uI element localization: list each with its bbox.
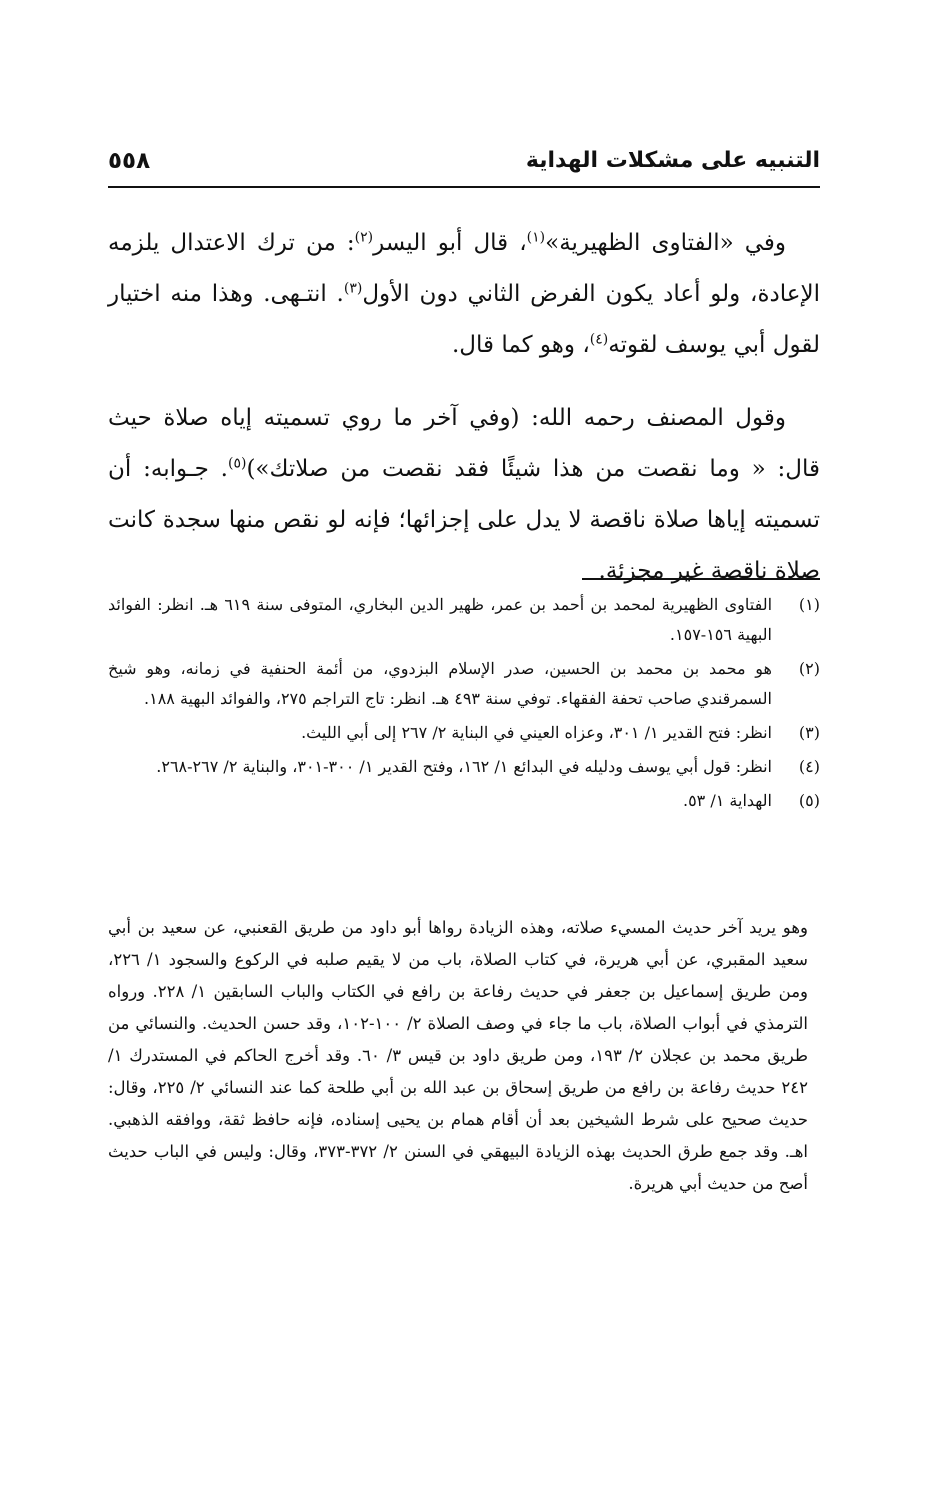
footnote-text: الهداية ١/ ٥٣.	[682, 791, 772, 810]
page-number: ٥٥٨	[108, 148, 151, 174]
footnote-text: انظر: قول أبي يوسف ودليله في البدائع ١/ ١٦٢، وفتح القدير ١/ ٣٠٠-٣٠١، والبناية ٢/ ٢٦٧-٢٦٨.	[156, 757, 772, 776]
paragraph-2	[108, 393, 820, 597]
text-run: وفي «الفتاوى الظهيرية»	[545, 230, 787, 256]
footnote-number: (١)	[798, 595, 820, 614]
text-run: ، قال أبو اليسر	[373, 230, 527, 256]
paragraph-1	[108, 218, 820, 371]
footnote-text: انظر: فتح القدير ١/ ٣٠١، وعزاه العيني في البناية ٢/ ٢٦٧ إلى أبي الليث.	[301, 723, 772, 742]
footnotes	[108, 590, 820, 820]
footnote-separator	[582, 578, 820, 580]
page-header	[108, 148, 820, 188]
footnote-ref-2[interactable]: (٢)	[354, 229, 374, 246]
footnote-ref-1[interactable]: (١)	[526, 229, 546, 246]
footnote-4	[108, 752, 820, 782]
footnote-5-continuation: وهو يريد آخر حديث المسيء صلاته، وهذه الزيادة رواها أبو داود من طريق القعنبي، عن سعيد بن أبي سعيد المقبري، عن أبي هريرة، في كتاب الصلاة، باب من لا يقيم صلبه في الركوع والسجود ١/ ٢٢٦، ومن طريق إسماعيل بن جعفر في حديث رفاعة بن رافع في الكتاب والباب السابقين ١/ ٢٢٨. ورواه الترمذي في أبواب الصلاة، باب ما جاء في وصف الصلاة ٢/ ١٠٠-١٠٢، وقد حسن الحديث. والنسائي من طريق محمد بن عجلان ٢/ ١٩٣، ومن طريق داود بن قيس ٣/ ٦٠. وقد أخرج الحاكم في المستدرك ١/ ٢٤٢ حديث رفاعة بن رافع من طريق إسحاق بن عبد الله بن أبي طلحة كما عند النسائي ٢/ ٢٢٥، وقال: حديث صحيح على شرط الشيخين بعد أن أقام همام بن يحيى إسناده، فإنه حافظ ثقة، ووافقه الذهبي. اهـ. وقد جمع طرق الحديث بهذه الزيادة البيهقي في السنن ٢/ ٣٧٢-٣٧٣، وقال: وليس في الباب حديث أصح من حديث أبي هريرة.	[108, 918, 809, 1193]
footnote-ref-4[interactable]: (٤)	[589, 331, 609, 348]
text-run: . انتـهى. وهذا منه اختيار لقول أبي يوسف لقوته	[108, 281, 820, 358]
footnote-3	[108, 718, 820, 748]
footnote-number: (٤)	[798, 757, 820, 776]
main-text	[108, 218, 820, 619]
text-run: . جـوابه: أن تسميته إياها صلاة ناقصة لا يدل على إجزائها؛ فإنه لو نقص منها سجدة كانت صلاة ناقصة غير مجزئة.	[108, 456, 820, 584]
header-rule	[108, 186, 820, 188]
text-run: : من ترك الاعتدال يلزمه الإعادة، ولو أعاد يكون الفرض الثاني دون الأول	[108, 230, 820, 307]
text-run: ، وهو كما قال.	[452, 332, 590, 358]
footnote-text: الفتاوى الظهيرية لمحمد بن أحمد بن عمر، ظهير الدين البخاري، المتوفى سنة ٦١٩ هـ. انظر: الفوائد البهية ١٥٦-١٥٧.	[108, 595, 773, 644]
footnote-text: هو محمد بن محمد بن الحسين، صدر الإسلام البزدوي، من أئمة الحنفية في زمانه، وهو شيخ السمرقندي صاحب تحفة الفقهاء. توفي سنة ٤٩٣ هـ. انظر: تاج التراجم ٢٧٥، والفوائد البهية ١٨٨.	[108, 659, 772, 708]
footnote-ref-3[interactable]: (٣)	[343, 280, 363, 297]
footnote-number: (٥)	[798, 791, 820, 810]
footnote-number: (٢)	[798, 659, 820, 678]
footnote-2	[108, 654, 820, 714]
footnote-5	[108, 786, 820, 816]
footnote-number: (٣)	[798, 723, 820, 742]
text-run: وقول المصنف رحمه الله: (وفي آخر ما روي تسميته إياه صلاة حيث قال: « وما نقصت من هذا شيئًا فقد نقصت من صلاتك»)	[108, 405, 820, 482]
footnote-1	[108, 590, 820, 650]
footnote-ref-5[interactable]: (٥)	[227, 455, 247, 472]
running-title: التنبيه على مشكلات الهداية	[525, 148, 820, 173]
